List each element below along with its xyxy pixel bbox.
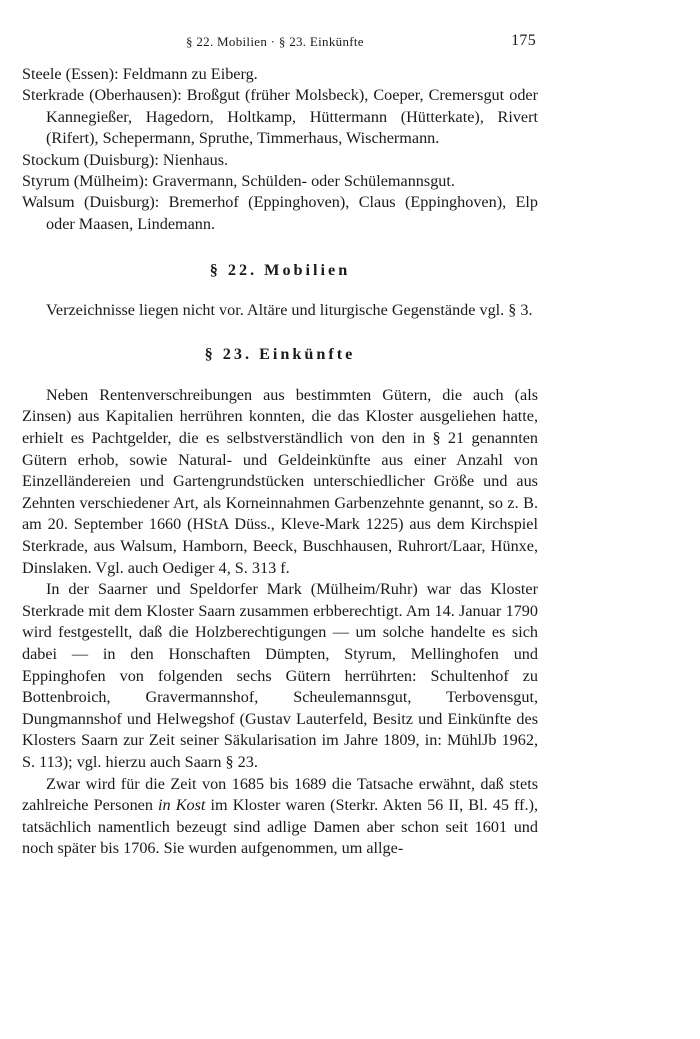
- paragraph-einkuenfte-2: In der Saarner und Speldorfer Mark (Mülheim/Ruhr) war das Kloster Sterkrade mit dem Kloster Saarn zusammen erbberechtigt. Am 14. Januar 1790 wird festgestellt, daß die Holzberechtigungen — um solche handelte es sich dabei — in den Honschaften Dümpten, Styrum, Mellinghofen und Eppinghofen von folgenden sechs Gütern herrührten: Schultenhof zu Bottenbroich, Gravermannshof, Scheulemannsgut, Terbovensgut, Dungmannshof und Helwegshof (Gustav Lauterfeld, Besitz und Einkünfte des Klosters Saarn zur Zeit seiner Säkularisation im Jahre 1809, in: MühlJb 1962, S. 113); vgl. hierzu auch Saarn § 23.: [22, 580, 538, 771]
- paragraph-einkuenfte-3: [22, 774, 538, 860]
- paragraph-einkuenfte-1: Neben Rentenverschreibungen aus bestimmten Gütern, die auch (als Zinsen) aus Kapitalien herrühren konnten, die das Kloster ausgeliehen hatte, erhielt es Pachtgelder, die es selbstverständlich von den in § 21 genannten Gütern erhob, sowie Natural- und Geldeinkünfte aus einer Anzahl von Einzelländereien und Gartengrundstücken unterschiedlicher Größe und aus Zehnten verschiedener Art, als Korneinnahmen Garbenzehnte genannt, so z. B. am 20. September 1660 (HStA Düss., Kleve-Mark 1225) aus dem Kirchspiel Sterkrade, aus Walsum, Hamborn, Beeck, Buschhausen, Ruhrort/Laar, Hünxe, Dinslaken. Vgl. auch Oediger 4, S. 313 f.: [22, 385, 538, 577]
- list-item: Sterkrade (Oberhausen): Broßgut (früher Molsbeck), Coeper, Cremersgut oder Kannegießer, Hagedorn, Holtkamp, Hüttermann (Hütterkate), Rivert (Rifert), Schepermann, Spruthe, Timmerhaus, Wischermann.: [22, 86, 538, 148]
- paragraph-text: im Kloster waren (Sterkr. Akten 56 II, Bl. 45 ff.), tatsächlich namentlich bezeugt sind adlige Damen aber schon seit 1601 und noch später bis 1706. Sie wurden aufgenommen, um allge-: [22, 796, 539, 858]
- paragraph-mobilien: Verzeichnisse liegen nicht vor. Altäre und liturgische Gegenstände vgl. § 3.: [46, 301, 533, 320]
- list-item: Steele (Essen): Feldmann zu Eiberg.: [22, 65, 258, 83]
- page-number: 175: [511, 32, 536, 49]
- paragraph-text: Zwar wird für die Zeit von 1685 bis 1689 die Tatsache erwähnt, daß stets zahlreiche Personen: [22, 774, 538, 815]
- running-head-title: § 22. Mobilien · § 23. Einkünfte: [186, 34, 364, 49]
- list-item: Stockum (Duisburg): Nienhaus.: [22, 150, 229, 169]
- list-item: Styrum (Mülheim): Gravermann, Schülden- oder Schülemannsgut.: [22, 172, 455, 191]
- estate-list: [22, 64, 538, 235]
- running-head: [22, 28, 538, 54]
- book-page: [22, 28, 538, 860]
- emphasis-text: in Kost: [158, 796, 206, 815]
- section-heading-einkuenfte: § 23. Einkünfte: [204, 344, 356, 363]
- list-item: Walsum (Duisburg): Bremerhof (Eppinghoven), Claus (Eppinghoven), Elp oder Maasen, Lindemann.: [22, 193, 538, 233]
- section-heading-mobilien: § 22. Mobilien: [209, 261, 351, 280]
